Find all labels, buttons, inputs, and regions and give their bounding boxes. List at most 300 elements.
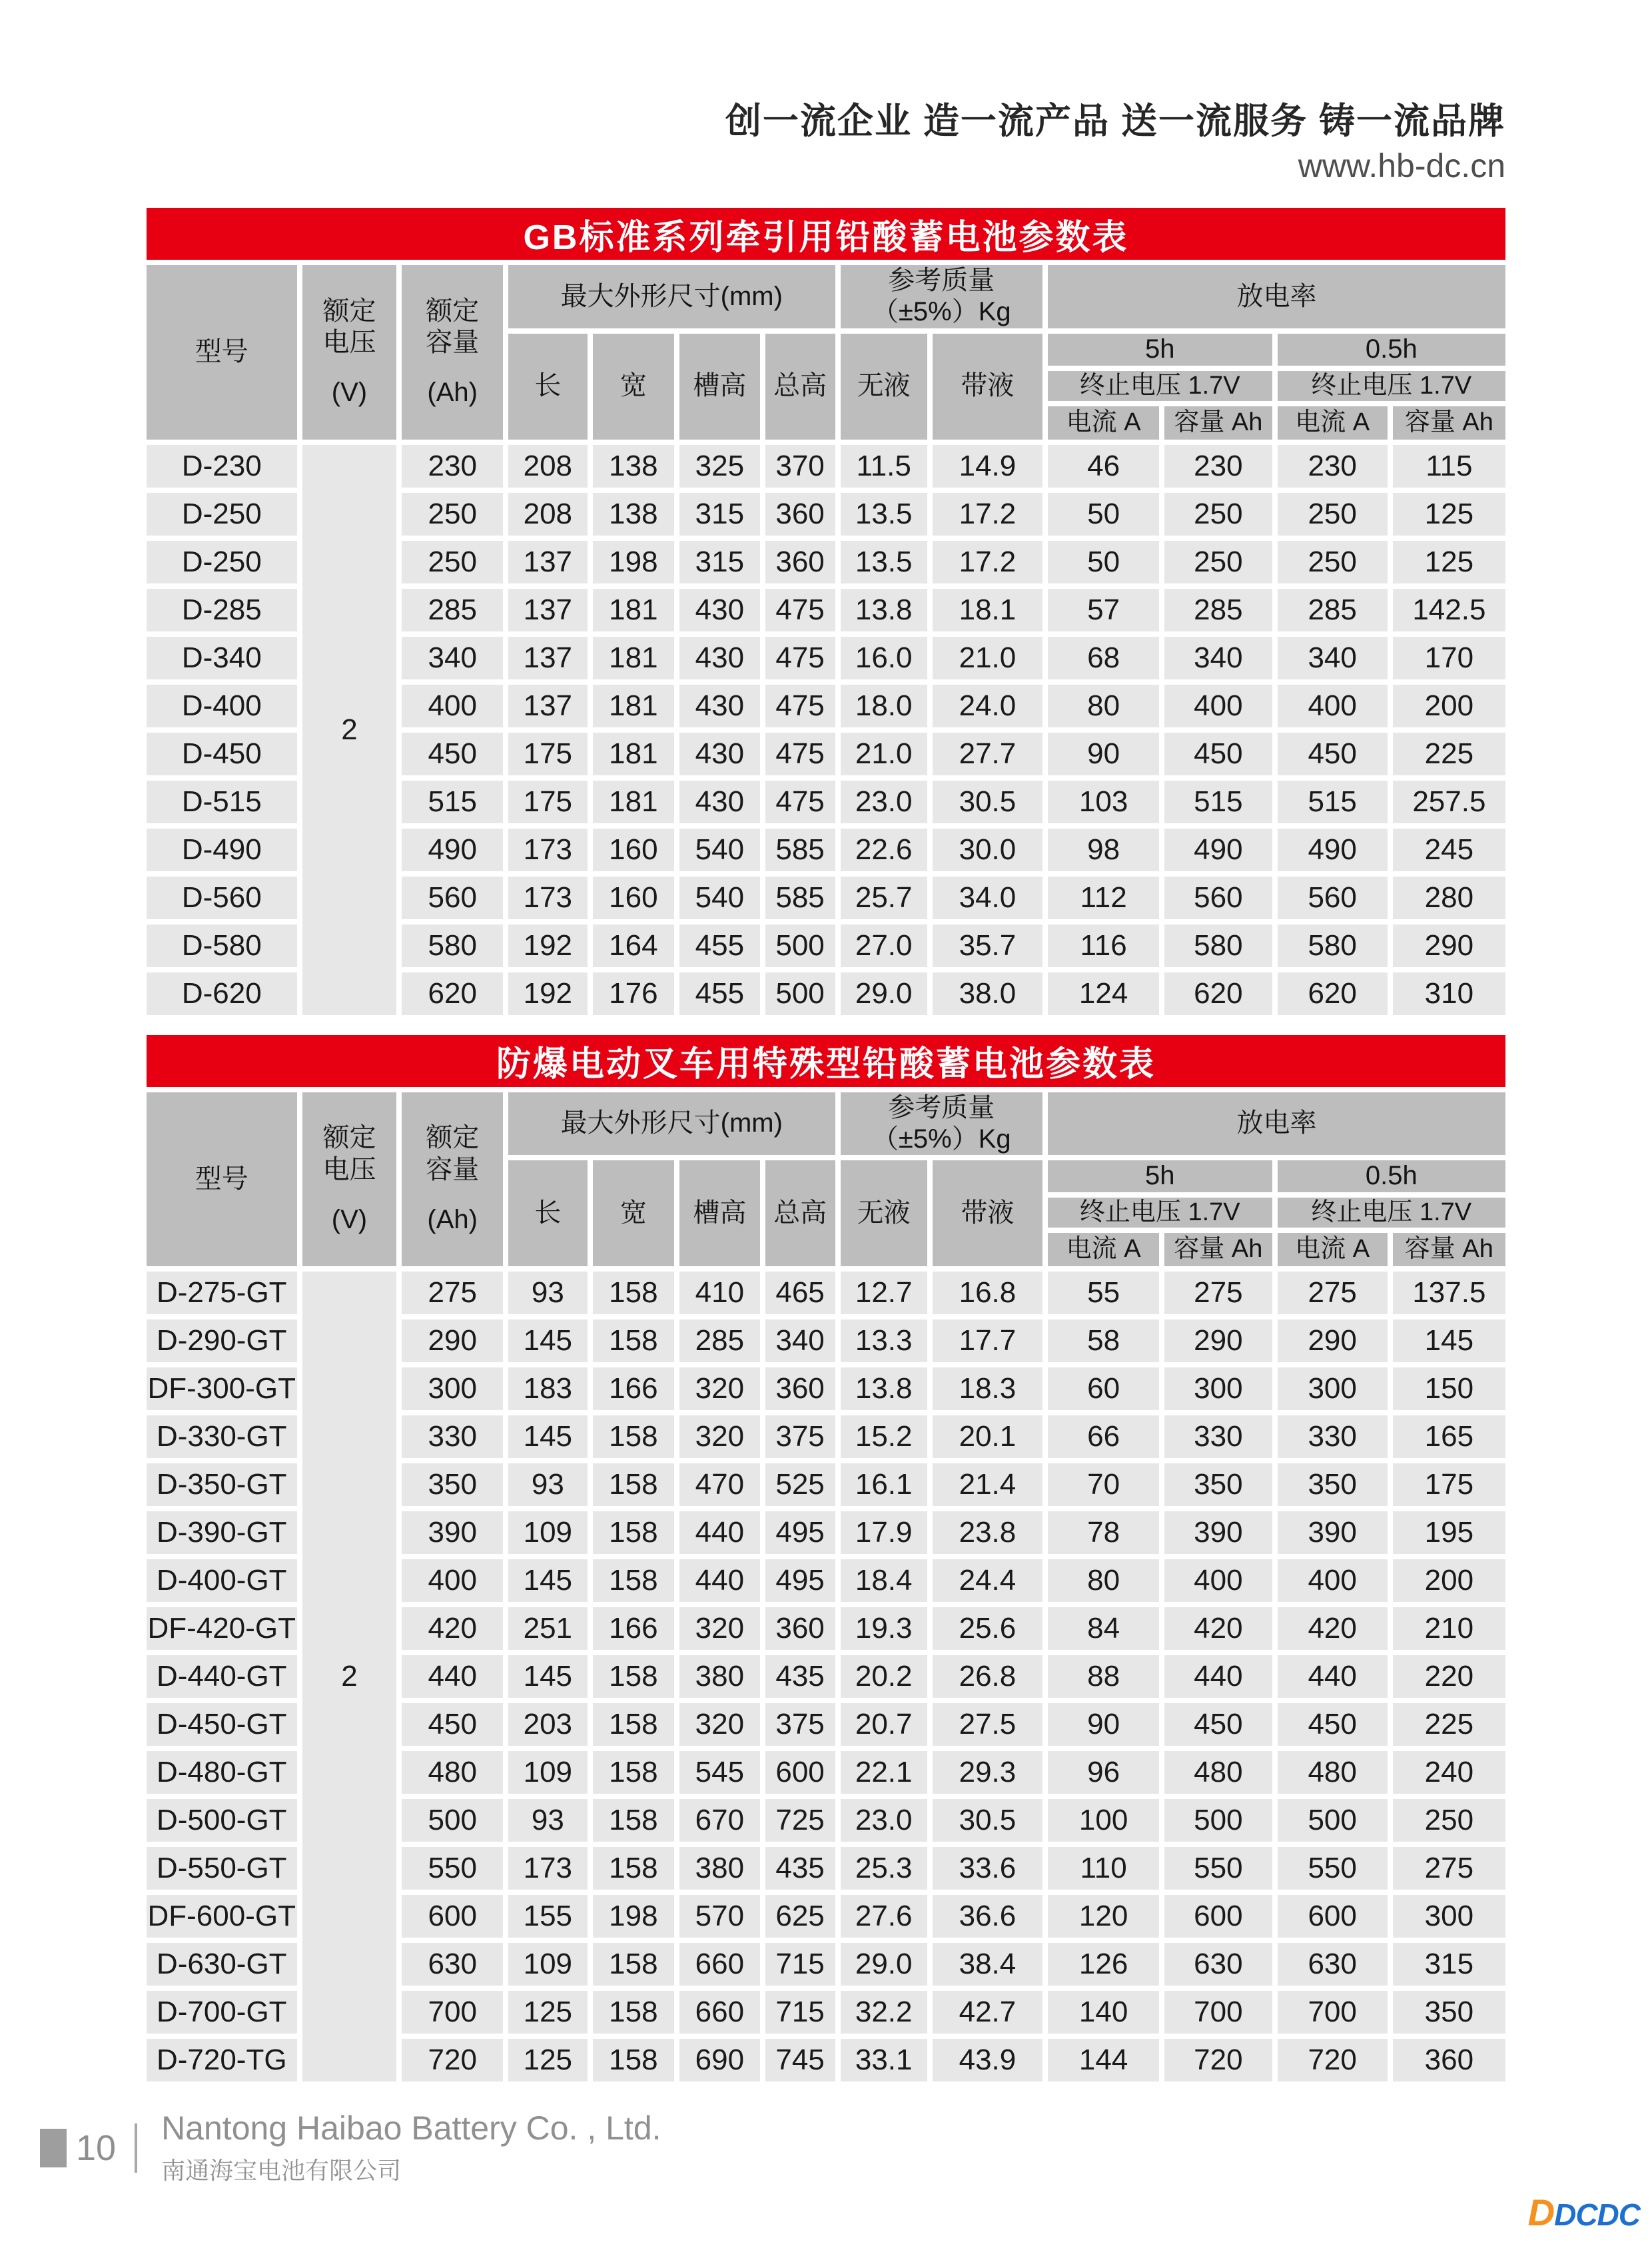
value-cell: 560 xyxy=(1278,877,1388,919)
value-cell: 15.2 xyxy=(841,1415,927,1458)
value-cell: 285 xyxy=(402,589,503,631)
model-cell: D-480-GT xyxy=(147,1751,297,1794)
value-cell: 175 xyxy=(1393,1463,1505,1506)
value-cell: 93 xyxy=(508,1799,588,1842)
model-cell: DF-600-GT xyxy=(147,1895,297,1938)
value-cell: 112 xyxy=(1048,877,1159,919)
value-cell: 158 xyxy=(593,1847,674,1890)
col-rate-0-5h: 0.5h xyxy=(1278,1160,1505,1192)
value-cell: 375 xyxy=(765,1415,835,1458)
col-group-weight: 参考质量 （±5%）Kg xyxy=(841,1092,1042,1155)
value-cell: 16.1 xyxy=(841,1463,927,1506)
value-cell: 50 xyxy=(1048,541,1159,583)
value-cell: 25.3 xyxy=(841,1847,927,1890)
value-cell: 380 xyxy=(679,1847,760,1890)
value-cell: 525 xyxy=(765,1463,835,1506)
value-cell: 715 xyxy=(765,1991,835,2034)
model-cell: D-550-GT xyxy=(147,1847,297,1890)
value-cell: 203 xyxy=(508,1703,588,1746)
value-cell: 138 xyxy=(593,493,674,536)
model-cell: D-580 xyxy=(147,925,297,967)
value-cell: 515 xyxy=(1278,781,1388,823)
col-group-weight: 参考质量 （±5%）Kg xyxy=(841,265,1042,328)
value-cell: 630 xyxy=(402,1943,503,1986)
value-cell: 251 xyxy=(508,1607,588,1650)
value-cell: 435 xyxy=(765,1847,835,1890)
value-cell: 450 xyxy=(1164,733,1272,775)
value-cell: 158 xyxy=(593,1319,674,1362)
value-cell: 400 xyxy=(1164,685,1272,727)
value-cell: 225 xyxy=(1393,733,1505,775)
value-cell: 435 xyxy=(765,1655,835,1698)
value-cell: 440 xyxy=(402,1655,503,1698)
value-cell: 300 xyxy=(1278,1367,1388,1410)
col-group-discharge-rate: 放电率 xyxy=(1048,265,1505,328)
website-url: www.hb-dc.cn xyxy=(1298,147,1505,185)
value-cell: 330 xyxy=(1278,1415,1388,1458)
value-cell: 20.1 xyxy=(933,1415,1042,1458)
value-cell: 17.9 xyxy=(841,1511,927,1554)
value-cell: 84 xyxy=(1048,1607,1159,1650)
value-cell: 23.0 xyxy=(841,1799,927,1842)
value-cell: 480 xyxy=(1164,1751,1272,1794)
value-cell: 550 xyxy=(1164,1847,1272,1890)
col-width: 宽 xyxy=(593,1160,674,1266)
page-content xyxy=(147,0,1505,2087)
value-cell: 181 xyxy=(593,685,674,727)
value-cell: 490 xyxy=(1164,829,1272,871)
value-cell: 540 xyxy=(679,829,760,871)
value-cell: 175 xyxy=(508,733,588,775)
value-cell: 500 xyxy=(765,925,835,967)
value-cell: 495 xyxy=(765,1559,835,1602)
col-model: 型号 xyxy=(147,265,297,439)
table-title: 防爆电动叉车用特殊型铅酸蓄电池参数表 xyxy=(147,1035,1505,1087)
model-cell: D-290-GT xyxy=(147,1319,297,1362)
col-total-height: 总高 xyxy=(765,1160,835,1266)
value-cell: 300 xyxy=(1164,1367,1272,1410)
value-cell: 400 xyxy=(402,1559,503,1602)
value-cell: 200 xyxy=(1393,1559,1505,1602)
value-cell: 27.6 xyxy=(841,1895,927,1938)
value-cell: 480 xyxy=(1278,1751,1388,1794)
value-cell: 158 xyxy=(593,1415,674,1458)
value-cell: 17.2 xyxy=(933,541,1042,583)
value-cell: 540 xyxy=(679,877,760,919)
cutoff-voltage-0-5h: 终止电压 1.7V xyxy=(1278,1198,1505,1228)
value-cell: 275 xyxy=(402,1272,503,1314)
model-cell: D-340 xyxy=(147,637,297,679)
col-weight-filled: 带液 xyxy=(933,334,1042,440)
value-cell: 70 xyxy=(1048,1463,1159,1506)
value-cell: 290 xyxy=(402,1319,503,1362)
model-cell: D-490 xyxy=(147,829,297,871)
value-cell: 78 xyxy=(1048,1511,1159,1554)
value-cell: 550 xyxy=(402,1847,503,1890)
value-cell: 33.1 xyxy=(841,2039,927,2081)
value-cell: 158 xyxy=(593,1751,674,1794)
value-cell: 137.5 xyxy=(1393,1272,1505,1314)
value-cell: 315 xyxy=(1393,1943,1505,1986)
value-cell: 22.6 xyxy=(841,829,927,871)
value-cell: 700 xyxy=(1278,1991,1388,2034)
gb-series-table-section xyxy=(147,208,1505,1020)
value-cell: 140 xyxy=(1048,1991,1159,2034)
value-cell: 380 xyxy=(679,1655,760,1698)
value-cell: 310 xyxy=(1393,972,1505,1015)
value-cell: 26.8 xyxy=(933,1655,1042,1698)
explosion-proof-table-section xyxy=(147,1035,1505,2087)
value-cell: 22.1 xyxy=(841,1751,927,1794)
model-cell: D-515 xyxy=(147,781,297,823)
value-cell: 88 xyxy=(1048,1655,1159,1698)
value-cell: 320 xyxy=(679,1415,760,1458)
value-cell: 43.9 xyxy=(933,2039,1042,2081)
value-cell: 450 xyxy=(402,733,503,775)
page-footer xyxy=(40,2110,661,2186)
value-cell: 181 xyxy=(593,589,674,631)
value-cell: 208 xyxy=(508,493,588,536)
value-cell: 375 xyxy=(765,1703,835,1746)
model-cell: D-560 xyxy=(147,877,297,919)
value-cell: 126 xyxy=(1048,1943,1159,1986)
company-name-cn: 南通海宝电池有限公司 xyxy=(161,2157,402,2184)
value-cell: 23.0 xyxy=(841,781,927,823)
value-cell: 720 xyxy=(402,2039,503,2081)
value-cell: 17.2 xyxy=(933,493,1042,536)
value-cell: 410 xyxy=(679,1272,760,1314)
value-cell: 115 xyxy=(1393,445,1505,488)
value-cell: 80 xyxy=(1048,685,1159,727)
model-cell: DF-300-GT xyxy=(147,1367,297,1410)
value-cell: 500 xyxy=(1278,1799,1388,1842)
col-tank-height: 槽高 xyxy=(679,1160,760,1266)
value-cell: 300 xyxy=(1393,1895,1505,1938)
value-cell: 340 xyxy=(1278,637,1388,679)
value-cell: 158 xyxy=(593,2039,674,2081)
value-cell: 173 xyxy=(508,877,588,919)
value-cell: 660 xyxy=(679,1943,760,1986)
value-cell: 18.0 xyxy=(841,685,927,727)
value-cell: 500 xyxy=(765,972,835,1015)
value-cell: 181 xyxy=(593,781,674,823)
value-cell: 245 xyxy=(1393,829,1505,871)
value-cell: 490 xyxy=(1278,829,1388,871)
value-cell: 400 xyxy=(1278,1559,1388,1602)
value-cell: 400 xyxy=(1278,685,1388,727)
value-cell: 475 xyxy=(765,589,835,631)
voltage-cell: 2 xyxy=(302,1272,397,2081)
value-cell: 38.4 xyxy=(933,1943,1042,1986)
model-cell: D-230 xyxy=(147,445,297,488)
value-cell: 33.6 xyxy=(933,1847,1042,1890)
value-cell: 220 xyxy=(1393,1655,1505,1698)
col-rated-voltage: 额定 电压 (V) xyxy=(302,265,397,439)
value-cell: 725 xyxy=(765,1799,835,1842)
logo-text: DCDC xyxy=(1554,2197,1640,2232)
value-cell: 116 xyxy=(1048,925,1159,967)
value-cell: 25.6 xyxy=(933,1607,1042,1650)
value-cell: 620 xyxy=(402,972,503,1015)
value-cell: 158 xyxy=(593,1272,674,1314)
value-cell: 230 xyxy=(402,445,503,488)
col-rated-capacity: 额定 容量 (Ah) xyxy=(402,265,503,439)
value-cell: 137 xyxy=(508,637,588,679)
table-row xyxy=(147,1272,1505,1314)
model-cell: D-630-GT xyxy=(147,1943,297,1986)
value-cell: 24.4 xyxy=(933,1559,1042,1602)
model-cell: D-500-GT xyxy=(147,1799,297,1842)
value-cell: 13.5 xyxy=(841,541,927,583)
value-cell: 158 xyxy=(593,1511,674,1554)
value-cell: 700 xyxy=(1164,1991,1272,2034)
value-cell: 192 xyxy=(508,925,588,967)
value-cell: 620 xyxy=(1164,972,1272,1015)
value-cell: 250 xyxy=(1393,1799,1505,1842)
value-cell: 160 xyxy=(593,829,674,871)
value-cell: 124 xyxy=(1048,972,1159,1015)
value-cell: 390 xyxy=(402,1511,503,1554)
page-header xyxy=(147,100,1505,185)
value-cell: 12.7 xyxy=(841,1272,927,1314)
value-cell: 340 xyxy=(402,637,503,679)
value-cell: 495 xyxy=(765,1511,835,1554)
value-cell: 66 xyxy=(1048,1415,1159,1458)
col-model: 型号 xyxy=(147,1092,297,1266)
col-weight-dry: 无液 xyxy=(841,1160,927,1266)
value-cell: 158 xyxy=(593,1463,674,1506)
model-cell: D-250 xyxy=(147,493,297,536)
value-cell: 720 xyxy=(1278,2039,1388,2081)
value-cell: 440 xyxy=(679,1559,760,1602)
value-cell: 125 xyxy=(508,1991,588,2034)
company-block xyxy=(161,2110,661,2186)
value-cell: 68 xyxy=(1048,637,1159,679)
value-cell: 145 xyxy=(508,1415,588,1458)
value-cell: 27.7 xyxy=(933,733,1042,775)
value-cell: 208 xyxy=(508,445,588,488)
model-cell: D-250 xyxy=(147,541,297,583)
value-cell: 195 xyxy=(1393,1511,1505,1554)
cutoff-voltage-5h: 终止电压 1.7V xyxy=(1048,371,1272,401)
value-cell: 58 xyxy=(1048,1319,1159,1362)
value-cell: 32.2 xyxy=(841,1991,927,2034)
value-cell: 580 xyxy=(1164,925,1272,967)
model-cell: D-350-GT xyxy=(147,1463,297,1506)
value-cell: 315 xyxy=(679,493,760,536)
value-cell: 390 xyxy=(1164,1511,1272,1554)
col-capacity-0-5h: 容量 Ah xyxy=(1393,1233,1505,1266)
value-cell: 29.0 xyxy=(841,972,927,1015)
value-cell: 145 xyxy=(1393,1319,1505,1362)
value-cell: 90 xyxy=(1048,1703,1159,1746)
value-cell: 13.8 xyxy=(841,1367,927,1410)
model-cell: D-620 xyxy=(147,972,297,1015)
value-cell: 285 xyxy=(1278,589,1388,631)
col-weight-filled: 带液 xyxy=(933,1160,1042,1266)
value-cell: 181 xyxy=(593,733,674,775)
value-cell: 14.9 xyxy=(933,445,1042,488)
model-cell: D-285 xyxy=(147,589,297,631)
value-cell: 200 xyxy=(1393,685,1505,727)
value-cell: 170 xyxy=(1393,637,1505,679)
value-cell: 600 xyxy=(1164,1895,1272,1938)
col-rated-voltage: 额定 电压 (V) xyxy=(302,1092,397,1266)
value-cell: 103 xyxy=(1048,781,1159,823)
value-cell: 160 xyxy=(593,877,674,919)
col-length: 长 xyxy=(508,334,588,440)
value-cell: 29.3 xyxy=(933,1751,1042,1794)
company-slogan: 创一流企业 造一流产品 送一流服务 铸一流品牌 xyxy=(725,101,1505,141)
value-cell: 585 xyxy=(765,877,835,919)
value-cell: 420 xyxy=(1164,1607,1272,1650)
value-cell: 109 xyxy=(508,1751,588,1794)
value-cell: 315 xyxy=(679,541,760,583)
value-cell: 24.0 xyxy=(933,685,1042,727)
value-cell: 25.7 xyxy=(841,877,927,919)
value-cell: 42.7 xyxy=(933,1991,1042,2034)
value-cell: 30.5 xyxy=(933,1799,1042,1842)
value-cell: 35.7 xyxy=(933,925,1042,967)
value-cell: 20.2 xyxy=(841,1655,927,1698)
value-cell: 420 xyxy=(402,1607,503,1650)
col-group-dimensions: 最大外形尺寸(mm) xyxy=(508,265,835,328)
value-cell: 125 xyxy=(1393,541,1505,583)
value-cell: 720 xyxy=(1164,2039,1272,2081)
value-cell: 21.0 xyxy=(933,637,1042,679)
col-group-dimensions: 最大外形尺寸(mm) xyxy=(508,1092,835,1155)
value-cell: 230 xyxy=(1164,445,1272,488)
value-cell: 173 xyxy=(508,1847,588,1890)
col-rate-0-5h: 0.5h xyxy=(1278,334,1505,366)
value-cell: 158 xyxy=(593,1991,674,2034)
col-capacity-5h: 容量 Ah xyxy=(1164,1233,1272,1266)
value-cell: 560 xyxy=(1164,877,1272,919)
value-cell: 18.3 xyxy=(933,1367,1042,1410)
value-cell: 290 xyxy=(1393,925,1505,967)
value-cell: 142.5 xyxy=(1393,589,1505,631)
footer-divider xyxy=(135,2123,137,2173)
value-cell: 137 xyxy=(508,685,588,727)
model-cell: D-700-GT xyxy=(147,1991,297,2034)
value-cell: 98 xyxy=(1048,829,1159,871)
value-cell: 470 xyxy=(679,1463,760,1506)
value-cell: 176 xyxy=(593,972,674,1015)
value-cell: 560 xyxy=(402,877,503,919)
value-cell: 250 xyxy=(1278,493,1388,536)
value-cell: 580 xyxy=(402,925,503,967)
value-cell: 515 xyxy=(1164,781,1272,823)
model-cell: D-450 xyxy=(147,733,297,775)
value-cell: 600 xyxy=(1278,1895,1388,1938)
col-current-5h: 电流 A xyxy=(1048,406,1159,440)
value-cell: 57 xyxy=(1048,589,1159,631)
value-cell: 430 xyxy=(679,733,760,775)
value-cell: 210 xyxy=(1393,1607,1505,1650)
value-cell: 630 xyxy=(1278,1943,1388,1986)
value-cell: 550 xyxy=(1278,1847,1388,1890)
value-cell: 475 xyxy=(765,733,835,775)
model-cell: D-720-TG xyxy=(147,2039,297,2081)
col-rated-capacity: 额定 容量 (Ah) xyxy=(402,1092,503,1266)
col-tank-height: 槽高 xyxy=(679,334,760,440)
value-cell: 440 xyxy=(1164,1655,1272,1698)
value-cell: 630 xyxy=(1164,1943,1272,1986)
value-cell: 18.4 xyxy=(841,1559,927,1602)
value-cell: 158 xyxy=(593,1655,674,1698)
value-cell: 144 xyxy=(1048,2039,1159,2081)
value-cell: 100 xyxy=(1048,1799,1159,1842)
col-rate-5h: 5h xyxy=(1048,1160,1272,1192)
value-cell: 155 xyxy=(508,1895,588,1938)
value-cell: 19.3 xyxy=(841,1607,927,1650)
value-cell: 475 xyxy=(765,781,835,823)
value-cell: 290 xyxy=(1164,1319,1272,1362)
value-cell: 165 xyxy=(1393,1415,1505,1458)
value-cell: 29.0 xyxy=(841,1943,927,1986)
value-cell: 475 xyxy=(765,685,835,727)
value-cell: 110 xyxy=(1048,1847,1159,1890)
value-cell: 360 xyxy=(765,541,835,583)
value-cell: 360 xyxy=(1393,2039,1505,2081)
value-cell: 515 xyxy=(402,781,503,823)
value-cell: 96 xyxy=(1048,1751,1159,1794)
value-cell: 350 xyxy=(1393,1991,1505,2034)
value-cell: 430 xyxy=(679,589,760,631)
value-cell: 55 xyxy=(1048,1272,1159,1314)
value-cell: 465 xyxy=(765,1272,835,1314)
value-cell: 500 xyxy=(402,1799,503,1842)
value-cell: 490 xyxy=(402,829,503,871)
value-cell: 330 xyxy=(1164,1415,1272,1458)
value-cell: 175 xyxy=(508,781,588,823)
value-cell: 16.8 xyxy=(933,1272,1042,1314)
table-body xyxy=(147,445,1505,1015)
value-cell: 145 xyxy=(508,1319,588,1362)
header-row-groups xyxy=(147,265,1505,328)
value-cell: 250 xyxy=(402,493,503,536)
value-cell: 285 xyxy=(679,1319,760,1362)
col-weight-dry: 无液 xyxy=(841,334,927,440)
value-cell: 164 xyxy=(593,925,674,967)
value-cell: 173 xyxy=(508,829,588,871)
value-cell: 13.3 xyxy=(841,1319,927,1362)
value-cell: 38.0 xyxy=(933,972,1042,1015)
value-cell: 230 xyxy=(1278,445,1388,488)
value-cell: 545 xyxy=(679,1751,760,1794)
value-cell: 34.0 xyxy=(933,877,1042,919)
value-cell: 80 xyxy=(1048,1559,1159,1602)
value-cell: 715 xyxy=(765,1943,835,1986)
value-cell: 600 xyxy=(402,1895,503,1938)
value-cell: 400 xyxy=(1164,1559,1272,1602)
battery-spec-table xyxy=(141,260,1511,1020)
value-cell: 21.4 xyxy=(933,1463,1042,1506)
value-cell: 137 xyxy=(508,541,588,583)
value-cell: 745 xyxy=(765,2039,835,2081)
value-cell: 430 xyxy=(679,781,760,823)
col-current-0-5h: 电流 A xyxy=(1278,1233,1388,1266)
value-cell: 285 xyxy=(1164,589,1272,631)
value-cell: 690 xyxy=(679,2039,760,2081)
col-current-0-5h: 电流 A xyxy=(1278,406,1388,440)
value-cell: 166 xyxy=(593,1607,674,1650)
value-cell: 125 xyxy=(508,2039,588,2081)
value-cell: 340 xyxy=(1164,637,1272,679)
value-cell: 120 xyxy=(1048,1895,1159,1938)
value-cell: 420 xyxy=(1278,1607,1388,1650)
value-cell: 30.5 xyxy=(933,781,1042,823)
